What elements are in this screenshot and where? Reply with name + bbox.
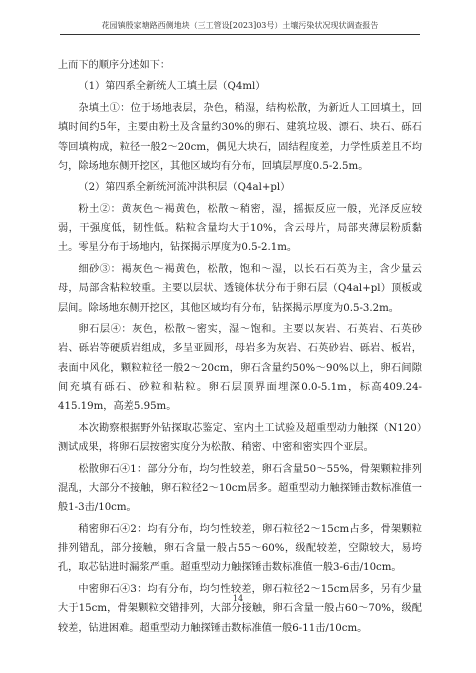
paragraph: 中密卵石④3：均有分布，均匀性较差，卵石粒径2～15cm居多，另有少量大于15cm，骨架颗粒交错排列，大部分接触，卵石含量一般占60～70%，级配较差，钻进困难。超重型动力触探锤击数标准值一般6-11击/10cm。 xyxy=(58,583,422,634)
paragraph: 稍密卵石④2：均有分布，均匀性较差，卵石粒径2～15cm占多，骨架颗粒排列错乱，部分接触，卵石含量一般占55～60%，级配较差，空隙较大，易垮孔，取芯钻进时漏浆严重。超重型动力触探锤击数标准值一般3-6击/10cm。 xyxy=(58,523,422,574)
paragraph: 松散卵石④1：部分分布，均匀性较差，卵石含量50～55%，骨架颗粒排列混乱，大部分不接触，卵石粒径2～10cm居多。超重型动力触探锤击数标准值一般1-3击/10cm。 xyxy=(58,463,422,514)
paragraph: 卵石层④：灰色，松散～密实，湿～饱和。主要以灰岩、石英岩、石英砂岩、砾岩等硬质岩组成，多呈亚圆形，母岩多为灰岩、石英砂岩、砾岩、板岩，表面中风化，颗粒粒径一般2～20cm，卵石含量约50%～90%以上，卵石间隙间充填有砾石、砂粒和粘粒。卵石层顶界面埋深0.0-5.1m，标高409.24-415.19m，高差5.95m。 xyxy=(58,323,422,413)
paragraph: （1）第四系全新统人工填土层（Q4ml） xyxy=(78,81,266,93)
paragraph: 粉土②：黄灰色～褐黄色，松散～稍密，湿，摇振反应一般，光泽反应较弱，干强度低，韧性低。粘粒含量均大于10%，含云母片，局部夹薄层粉质黏土。零星分布于场地内，钻探揭示厚度为0.5-2.1m。 xyxy=(58,203,422,254)
page-number: 14 xyxy=(232,594,244,603)
paragraph: （2）第四系全新统河流冲洪积层（Q4al+pl） xyxy=(78,182,291,194)
paragraph: 本次勘察根据野外钻探取芯鉴定、室内土工试验及超重型动力触探（N120）测试成果，将卵石层按密实度分为松散、稍密、中密和密实四个亚层。 xyxy=(58,422,422,454)
header-rule xyxy=(60,34,420,35)
paragraph: 细砂③：褐灰色～褐黄色，松散，饱和～湿，以长石石英为主，含少量云母，局部含粘粒较重。主要以层状、透镜体状分布于卵石层（Q4al+pl）顶板或层间。除场地东侧开挖区，其他区域均有分布，钻探揭示厚度为0.5-3.2m。 xyxy=(58,263,422,314)
document-body xyxy=(58,56,422,640)
paragraph: 杂填土①：位于场地表层，杂色，稍湿，结构松散，为新近人工回填土，回填时间约5年，主要由粉土及含量约30%的卵石、建筑垃圾、漂石、块石、砾石等回填构成，粒径一般2～20cm，偶见大块石，固结程度差，力学性质差且不均匀，除场地东侧开挖区，其他区域均有分布，回填层厚度0.5-2.5m。 xyxy=(58,102,422,172)
page-header: 花园镇殷家塘路西侧地块（三工管设[2023]03号）土壤污染状况现状调查报告 xyxy=(101,21,379,30)
paragraph: 上而下的顺序分述如下： xyxy=(58,60,171,71)
